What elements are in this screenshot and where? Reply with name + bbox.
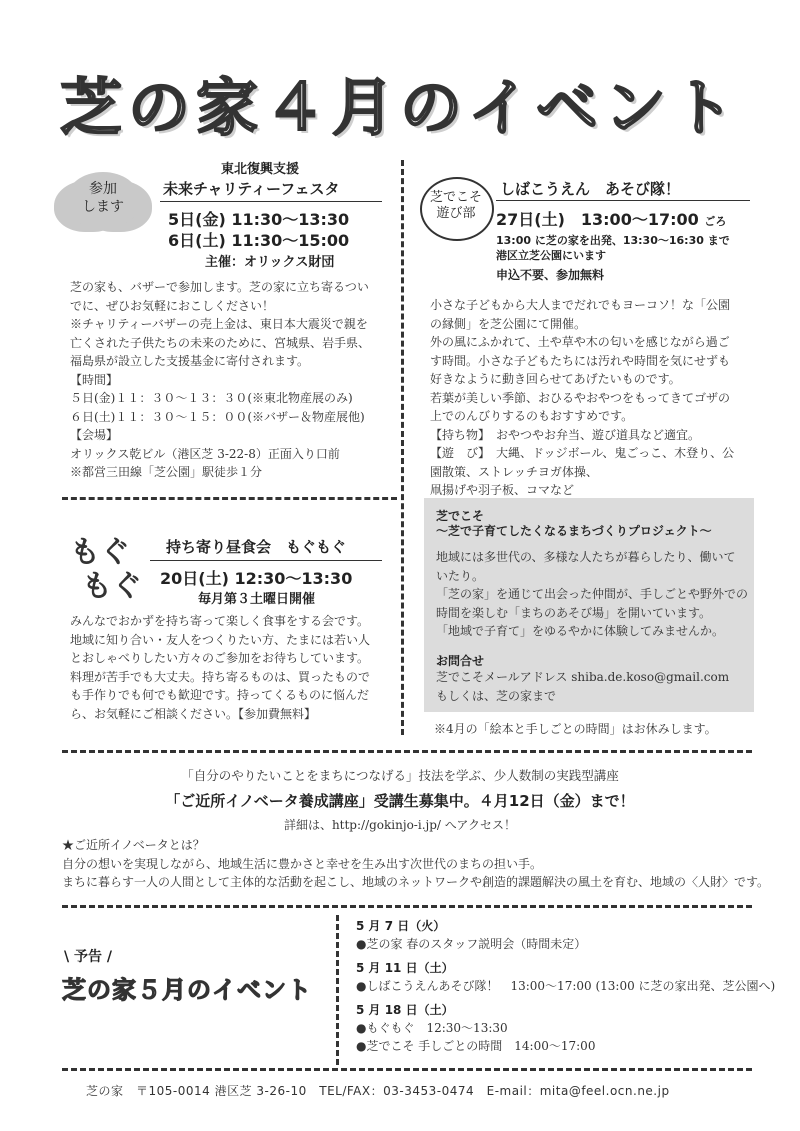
schedule-item: ●芝でこそ 手しごとの時間 14:00～17:00: [356, 1039, 596, 1053]
vertical-divider: [401, 160, 404, 735]
contact-info: 芝でこそメールアドレス shiba.de.koso@gmail.com もしくは、芝の家まで: [436, 670, 730, 703]
schedule-item: ●もぐもぐ 12:30～13:30: [356, 1021, 508, 1035]
schedule-date: 5 月 18 日（土）: [356, 1003, 454, 1017]
asobitai-description: 小さな子どもから大人までだれでもヨーコソ！な「公園 の縁側」を芝公園にて開催。 外の風にふかれて、土や草や木の匂いを感じながら過ご す時間。小さな子どもたちには汚れや時間を気にせずも 好きなように動き回らせてあげたいものです。 若葉が美しい季節、おひるやおやつをもってきてゴザの 上でのんびりするのもおすすめです。 【持ち物】 おやつやお弁当、遊び道具など適宜。 【遊 び】 大縄、ドッジボール、鬼ごっこ、木登り、公 園散策、ストレッチヨガ体操、 凧揚げや羽子板、コマなど: [430, 298, 735, 497]
asobitai-note-1: 13:00 に芝の家を出発、13:30～16:30 まで: [496, 234, 730, 247]
course-explanation: ★ご近所イノベータとは？ 自分の想いを実現しながら、地域生活に豊かさと幸せを生み出す次世代のまちの担い手。 まちに暮らす一人の人間として主体的な活動を起こし、地域のネットワークや創造的課題解決の風土を育む、地域の〈人財〉です。: [62, 838, 770, 889]
closure-note: ※4月の「絵本と手しごとの時間」はお休みします。: [434, 722, 717, 736]
project-title: 芝でこそ: [436, 509, 485, 523]
preview-label: \ 予告 /: [64, 949, 112, 965]
yokoku-top-divider: [62, 905, 752, 908]
asobitai-underline: [496, 200, 750, 201]
schedule-date: 5 月 7 日（火）: [356, 919, 446, 933]
charity-date-2: 6日(土) 11:30～15:00: [168, 231, 350, 250]
asobitai-date: 27日(土) 13:00～17:00 ごろ: [496, 210, 727, 229]
footer-contact: 芝の家 〒105-0014 港区芝 3-26-10 TEL/FAX：03-3453-0474 E-mail：mita@feel.ocn.ne.jp: [86, 1084, 670, 1098]
contact-title: お問合せ: [436, 654, 485, 668]
schedule-date: 5 月 11 日（土）: [356, 961, 454, 975]
charity-subtitle: 東北復興支援: [220, 162, 299, 177]
course-headline: 「ご近所イノベータ養成講座」受講生募集中。４月12日（金）まで！: [165, 792, 635, 810]
project-subtitle: ～芝で子育てしたくなるまちづくりプロジェクト～: [436, 524, 712, 538]
mogumogu-description: みんなでおかずを持ち寄って楽しく食事をする会です。 地域に知り合い・友人をつくりたい方、たまには若い人 とおしゃべりしたい方々のご参加をお待ちしています。 料理が苦手でも大丈夫。持ち寄るものは、買ったもので も手作りでも何でも歓迎です。持ってくるものに悩んだ ら、お気軽にご相談ください。【参加費無料】: [70, 614, 371, 721]
schedule-item: ●しばこうえんあそび隊！ 13:00～17:00 (13:00 に芝の家出発、芝公園へ): [356, 979, 776, 993]
project-info-box: [424, 498, 754, 712]
project-description: 地域には多世代の、多様な人たちが暮らしたり、働いて いたり。 「芝の家」を通じて出会った仲間が、手しごとや野外での 時間を楽しむ「まちのあそび場」を開いています。 「地域で子育て」をゆるやかに体験してみませんか。: [436, 550, 749, 638]
preview-divider: [336, 915, 339, 1065]
footer-divider: [62, 1068, 752, 1071]
mogumogu-date: 20日(土) 12:30～13:30: [160, 569, 353, 588]
charity-description: 芝の家も、バザーで参加します。芝の家に立ち寄るつい でに、ぜひお気軽におこしください！ ※チャリティーバザーの売上金は、東日本大震災で親を 亡くされた子供たちの未来のために、宮城県、岩手県、 福島県が設立した支援基金に寄付されます。 【時間】 ５日(金)１１：３０～１３：３０(※東北物産展のみ) ６日(土)１１：３０～１５：００(※バザー＆物産展他) 【会場】 オリックス乾ビル（港区芝 3-22-8）正面入り口前 ※都営三田線「芝公園」駅徒歩１分: [70, 280, 371, 479]
mogumogu-underline: [150, 560, 382, 561]
asobitai-fee: 申込不要、参加無料: [496, 268, 605, 282]
asobitai-note-2: 港区立芝公園にいます: [496, 249, 606, 262]
charity-host: 主催：オリックス財団: [205, 255, 335, 270]
preview-title: 芝の家５月のイベント: [62, 976, 312, 1004]
course-detail: 詳細は、http://gokinjo-i.jp/ へアクセス！: [283, 818, 517, 832]
mogumogu-badge: もぐ もぐ: [70, 535, 142, 604]
asobibu-badge: 芝でこそ 遊び部: [429, 190, 482, 221]
schedule-item: ●芝の家 春のスタッフ説明会（時間未定）: [356, 937, 587, 951]
left-section-divider: [62, 497, 397, 500]
charity-underline: [160, 201, 382, 202]
asobitai-event-name: しばこうえん あそび隊！: [500, 180, 681, 198]
course-tagline: 「自分のやりたいことをまちにつなげる」技法を学ぶ、少人数制の実践型講座: [181, 768, 619, 783]
charity-date-1: 5日(金) 11:30～13:30: [168, 210, 350, 229]
page-title: 芝の家４月のイベント: [59, 71, 740, 144]
mogumogu-event-name: 持ち寄り昼食会 もぐもぐ: [166, 538, 347, 556]
charity-event-name: 未来チャリティーフェスタ: [163, 180, 340, 198]
join-badge: 参加 します: [82, 181, 124, 215]
mogumogu-note: 毎月第３土曜日開催: [198, 592, 316, 607]
course-top-divider: [62, 750, 752, 753]
